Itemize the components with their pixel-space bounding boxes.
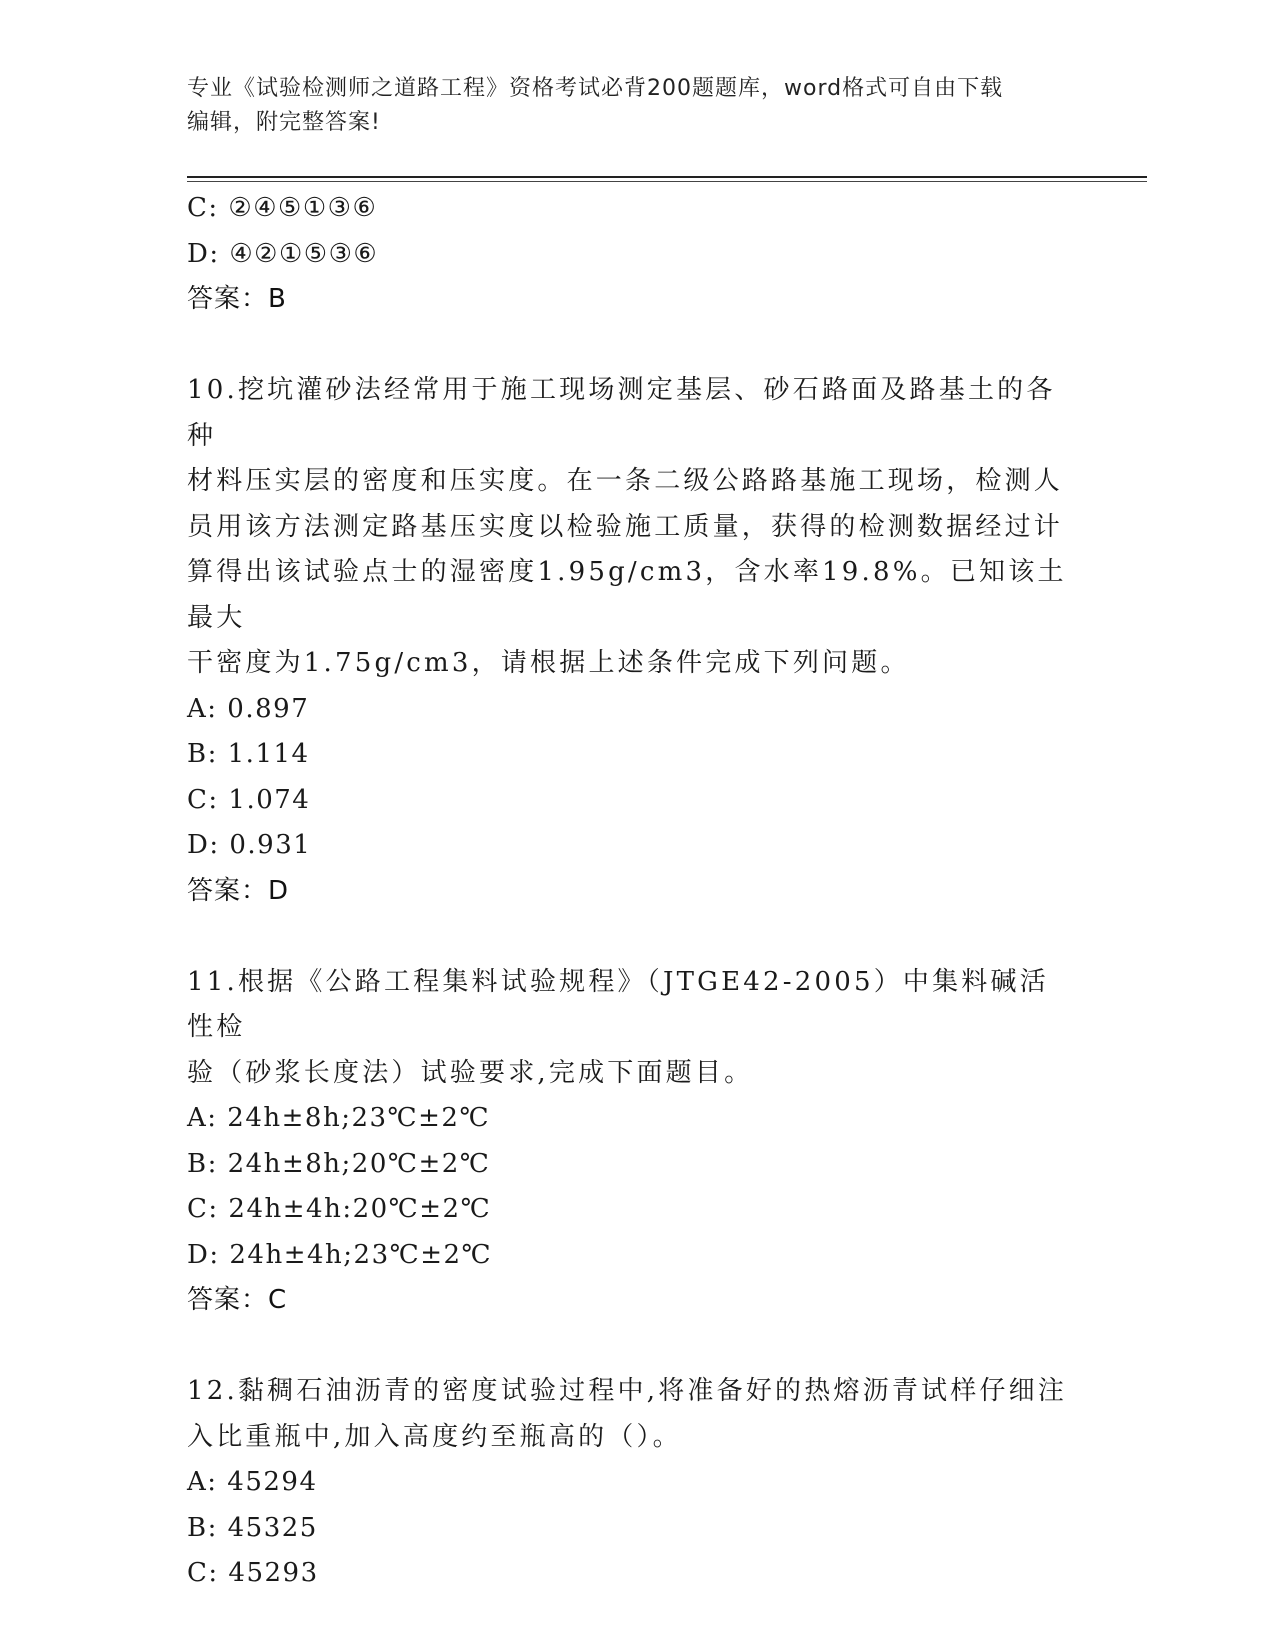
stem-line: 11.根据《公路工程集料试验规程》（JTGE42-2005）中集料碱活性检 <box>187 966 1049 1042</box>
question-11 <box>187 960 1077 1324</box>
stem-line: 材料压实层的密度和压实度。在一条二级公路路基施工现场，检测人 <box>187 466 1064 496</box>
document-body <box>187 186 1077 1597</box>
document-header <box>187 72 1087 140</box>
option-c: C: 24h±4h:20℃±2℃ <box>187 1194 492 1224</box>
header-line-1: 专业《试验检测师之道路工程》资格考试必背200题题库，word格式可自由下载 <box>187 76 1004 101</box>
header-line-2: 编辑，附完整答案! <box>187 110 381 135</box>
option-c: C: ②④⑤①③⑥ <box>187 193 378 223</box>
spacer <box>187 914 1077 960</box>
option-a: A: 0.897 <box>187 693 310 724</box>
option-b: B: 45325 <box>187 1512 318 1543</box>
spacer <box>187 1324 1077 1370</box>
option-c: C: 1.074 <box>187 784 311 815</box>
stem-line: 入比重瓶中,加入高度约至瓶高的（）。 <box>187 1421 682 1452</box>
option-a: A: 45294 <box>187 1467 318 1497</box>
stem-line: 干密度为1.75g/cm3，请根据上述条件完成下列问题。 <box>187 648 910 678</box>
answer-line: 答案：B <box>187 284 287 314</box>
question-stem <box>187 960 1067 1097</box>
option-b: B: 1.114 <box>187 739 310 769</box>
option-d: D: ④②①⑤③⑥ <box>187 238 379 269</box>
option-d: D: 0.931 <box>187 830 312 860</box>
option-c: C: 45293 <box>187 1558 319 1588</box>
stem-line: 算得出该试验点士的湿密度1.95g/cm3，含水率19.8%。已知该土最大 <box>187 557 1067 633</box>
stem-line: 10.挖坑灌砂法经常用于施工现场测定基层、砂石路面及路基土的各种 <box>187 375 1056 451</box>
option-b: B: 24h±8h;20℃±2℃ <box>187 1148 491 1179</box>
answer-line: 答案：D <box>187 875 290 906</box>
option-d: D: 24h±4h;23℃±2℃ <box>187 1239 493 1270</box>
question-10 <box>187 368 1077 914</box>
question-12 <box>187 1369 1077 1597</box>
question-stem <box>187 368 1067 687</box>
spacer <box>187 323 1077 369</box>
question-9-tail <box>187 186 1077 323</box>
stem-line: 12.黏稠石油沥青的密度试验过程中,将准备好的热熔沥青试样仔细注 <box>187 1376 1068 1406</box>
option-a: A: 24h±8h;23℃±2℃ <box>187 1103 491 1133</box>
header-rule-thick <box>187 176 1147 178</box>
question-stem <box>187 1369 1067 1460</box>
stem-line: 验（砂浆长度法）试验要求,完成下面题目。 <box>187 1057 754 1088</box>
stem-line: 员用该方法测定路基压实度以检验施工质量，获得的检测数据经过计 <box>187 511 1064 542</box>
header-rule-thin <box>187 181 1147 182</box>
answer-line: 答案：C <box>187 1285 288 1315</box>
